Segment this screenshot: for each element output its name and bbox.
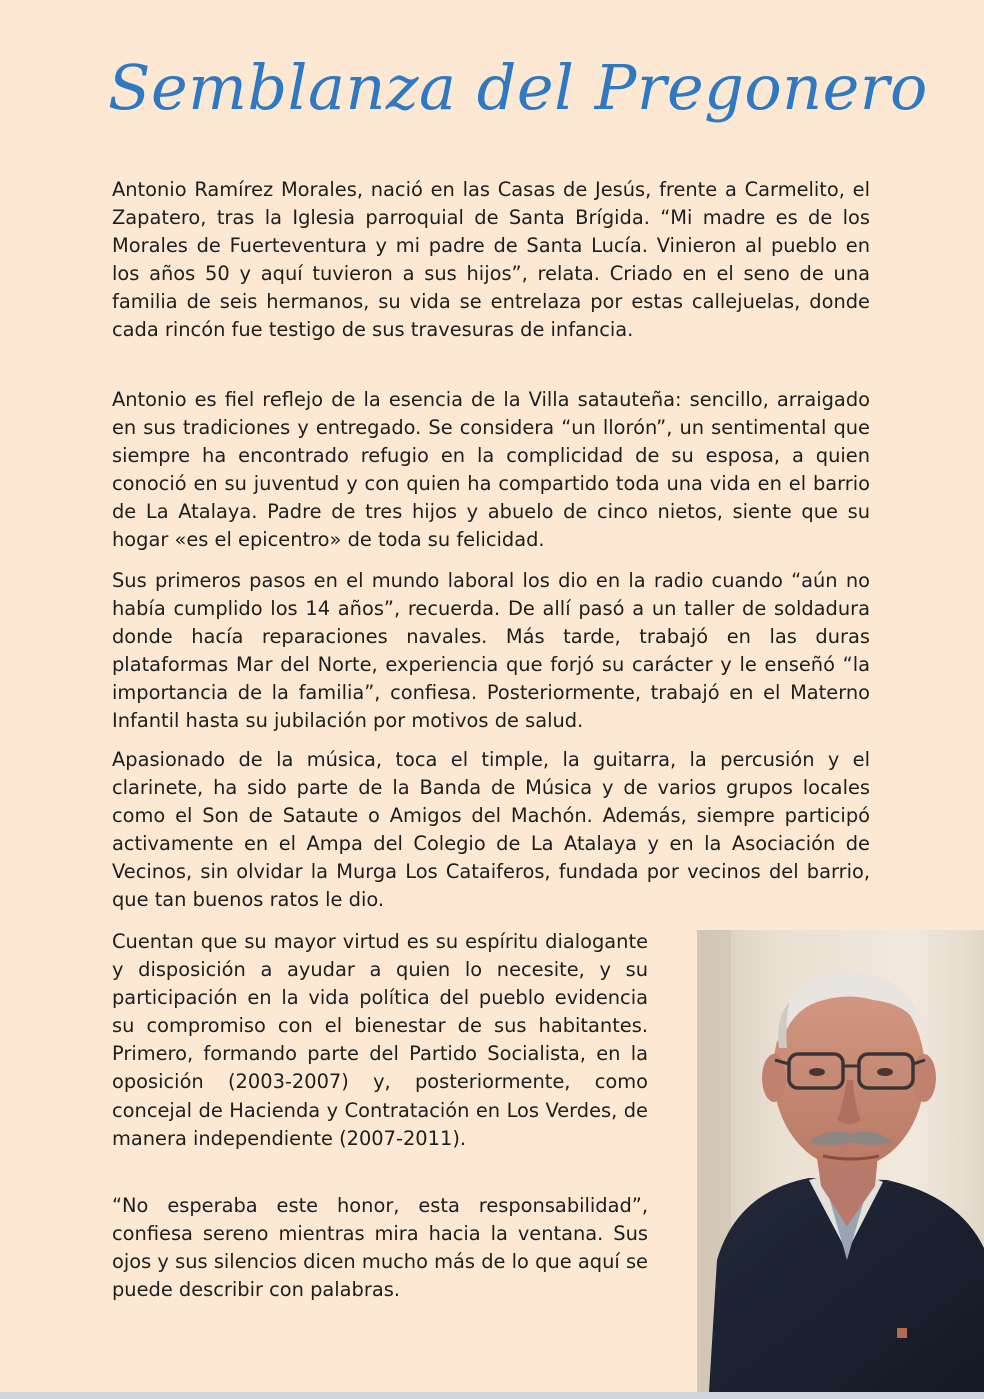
paragraph-music: Apasionado de la música, toca el timple, la guitarra, la percusión y el clarinete, ha sido parte de la Banda de Música y de varios grupos locales como el Son de Sataute o Amigos del Machón. Además, siempre participó activamente en el Ampa del Colegio de La Atalaya y en la Asociación de Vecinos, sin olvidar la Murga Los Cataiferos, fundada por vecinos del barrio, que tan buenos ratos le dio. bbox=[112, 748, 870, 912]
paragraph-birth: Antonio Ramírez Morales, nació en las Casas de Jesús, frente a Carmelito, el Zapatero, tras la Iglesia parroquial de Santa Brígida. “Mi madre es de los Morales de Fuerteventura y mi padre de Santa Lucía. Vinieron al pueblo en los años 50 y aquí tuvieron a sus hijos”, relata. Criado en el seno de una familia de seis hermanos, su vida se entrelaza por estas callejuelas, donde cada rincón fue testigo de sus travesuras de infancia. bbox=[112, 178, 870, 342]
paragraph-career: Sus primeros pasos en el mundo laboral los dio en la radio cuando “aún no había cumplido los 14 años”, recuerda. De allí pasó a un taller de soldadura donde hacía reparaciones navales. Más tarde, trabajó en las duras plataformas Mar del Norte, experiencia que forjó su carácter y le enseñó “la importancia de la familia”, confiesa. Posteriormente, trabajó en el Materno Infantil hasta su jubilación por motivos de salud. bbox=[112, 569, 870, 733]
paragraph-character: Antonio es fiel reflejo de la esencia de la Villa satauteña: sencillo, arraigado en sus tradiciones y entregado. Se considera “un llorón”, un sentimental que siempre ha encontrado refugio en la complicidad de su esposa, a quien conoció en su juventud y con quien ha compartido toda una vida en el barrio de La Atalaya. Padre de tres hijos y abuelo de cinco nietos, siente que su hogar «es el epicentro» de toda su felicidad. bbox=[112, 388, 870, 552]
portrait-illustration bbox=[697, 930, 984, 1392]
paragraph-quote: “No esperaba este honor, esta responsabilidad”, confiesa sereno mientras mira hacia la ventana. Sus ojos y sus silencios dicen mucho más de lo que aquí se puede describir con palabras. bbox=[112, 1194, 648, 1302]
paragraph-politics: Cuentan que su mayor virtud es su espíritu dialogante y disposición a ayudar a quien lo necesite, y su participación en la vida política del pueblo evidencia su compromiso con el bienestar de sus habitantes. Primero, formando parte del Partido Socialista, en la oposición (2003-2007) y, posteriormente, como concejal de Hacienda y Contratación en Los Verdes, de manera independiente (2007-2011). bbox=[112, 930, 648, 1150]
portrait-photo bbox=[697, 930, 984, 1392]
page-bottom-edge bbox=[0, 1392, 984, 1399]
page-title: Semblanza del Pregonero bbox=[108, 51, 928, 124]
